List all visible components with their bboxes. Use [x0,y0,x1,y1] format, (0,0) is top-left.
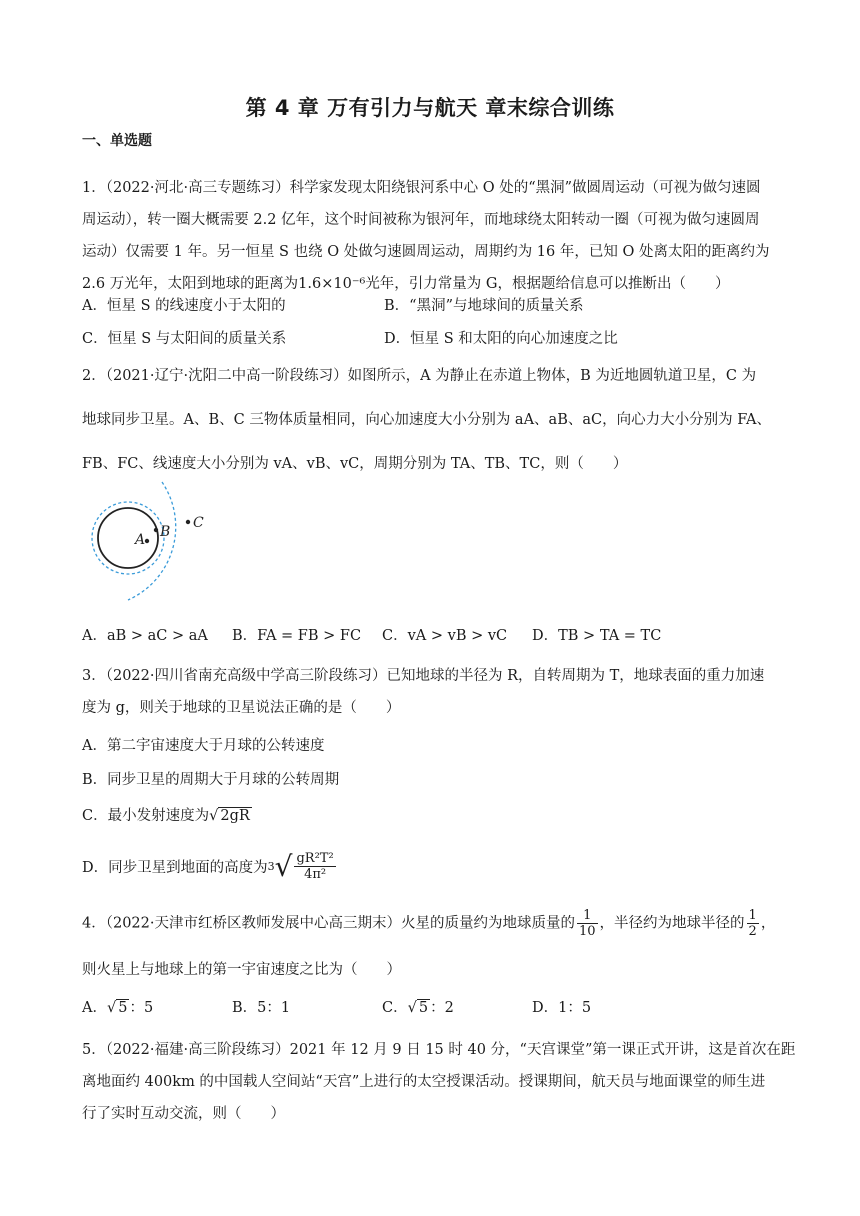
question-2-line-1: 2．（2021·辽宁·沈阳二中高一阶段练习）如图所示，A 为静止在赤道上物体，B 为近地圆轨道卫星，C 为 [82,368,757,384]
question-1-line-3: 运动）仅需要 1 年。另一恒星 S 也绕 O 处做匀速圆周运动，周期约为 16 年，已知 O 处离太阳的距离约为 [82,244,770,260]
question-3-option-c: C．最小发射速度为√ 2gR [82,808,250,824]
label-c: C [193,515,204,531]
question-2 [82,360,782,480]
sqrt-2gr: 2gR [220,808,250,824]
question-3-option-b: B．同步卫星的周期大于月球的公转周期 [82,772,340,788]
question-2-option-c: C．vA > vB > vC [382,628,508,644]
question-2-option-b: B．FA = FB > FC [232,628,362,644]
question-2-option-d: D．TB > TA = TC [532,628,662,644]
label-b: B [160,524,171,540]
question-4-option-a: A．√ 5 ：5 [82,1000,154,1016]
question-5-line-2: 离地面约 400km 的中国载人空间站“天宫”上进行的太空授课活动。授课期间，航天员与地面课堂的师生进 [82,1074,766,1090]
point-a-dot [145,539,149,543]
question-3-line-2: 度为 g，则关于地球的卫星说法正确的是（ ） [82,700,401,716]
question-4-line-2: 则火星上与地球上的第一宇宙速度之比为（ ） [82,962,401,978]
fraction-one-half: $\frac{1}{2}$ [748,908,757,939]
question-1-option-d: D．恒星 S 和太阳的向心加速度之比 [384,331,618,347]
question-3-option-d: D．同步卫星到地面的高度为3√ $\frac{\text{gR²T²}}{\text{4π²}}$ [82,850,334,883]
near-earth-orbit [92,502,164,574]
label-a: A [135,532,146,548]
question-1-line-1: 1．（2022·河北·高三专题练习）科学家发现太阳绕银河系中心 O 处的“黑洞”做圆周运动（可视为做匀速圆 [82,180,761,196]
question-4-line-1: 4．（2022·天津市红桥区教师发展中心高三期末）火星的质量约为地球质量的 $\frac{1}{10}$ ，半径约为地球半径的 $\frac{1}{2}$ ， [82,908,776,939]
section-heading: 一、单选题 [82,133,152,149]
question-1-option-a: A．恒星 S 的线速度小于太阳的 [82,298,286,314]
question-3-option-a: A．第二宇宙速度大于月球的公转速度 [82,738,325,754]
question-2-line-3: FB、FC、线速度大小分别为 vA、vB、vC，周期分别为 TA、TB、TC，则（ ） [82,456,628,472]
question-4-option-b: B．5：1 [232,1000,291,1016]
question-1-line-4: 2.6 万光年，太阳到地球的距离为1.6×10⁻⁶光年，引力常量为 G，根据题给信息可以推断出（ ） [82,276,730,292]
question-1-option-c: C．恒星 S 与太阳间的质量关系 [82,331,287,347]
question-3 [82,660,782,724]
question-5-line-1: 5．（2022·福建·高三阶段练习）2021 年 12 月 9 日 15 时 40 分，“天宫课堂”第一课正式开讲，这是首次在距 [82,1042,796,1058]
question-4-option-c: C．√ 5 ：2 [382,1000,454,1016]
question-5 [82,1034,796,1130]
page-title: 第 4 章 万有引力与航天 章末综合训练 [245,96,615,120]
question-1 [82,172,782,300]
cube-root-fraction: $\frac{\text{gR²T²}}{\text{4π²}}$ [296,851,334,882]
fraction-one-tenth: $\frac{1}{10}$ [578,908,596,939]
question-1-option-b: B．“黑洞”与地球间的质量关系 [384,298,584,314]
distance-value: 1.6×10⁻⁶ [298,276,366,292]
question-5-line-3: 行了实时互动交流，则（ ） [82,1106,285,1122]
point-b-dot [154,528,158,532]
orbit-diagram [80,480,220,610]
question-2-line-2: 地球同步卫星。A、B、C 三物体质量相同，向心加速度大小分别为 aA、aB、aC，向心力大小分别为 FA、 [82,412,771,428]
question-3-line-1: 3．（2022·四川省南充高级中学高三阶段练习）已知地球的半径为 R，自转周期为 T，地球表面的重力加速 [82,668,765,684]
point-c-dot [186,520,190,524]
question-2-option-a: A．aB > aC > aA [82,628,208,644]
question-4-option-d: D．1：5 [532,1000,592,1016]
earth-circle [98,508,158,568]
question-1-line-2: 周运动），转一圈大概需要 2.2 亿年，这个时间被称为银河年，而地球绕太阳转动一圈（可视为做匀速圆周 [82,212,760,228]
